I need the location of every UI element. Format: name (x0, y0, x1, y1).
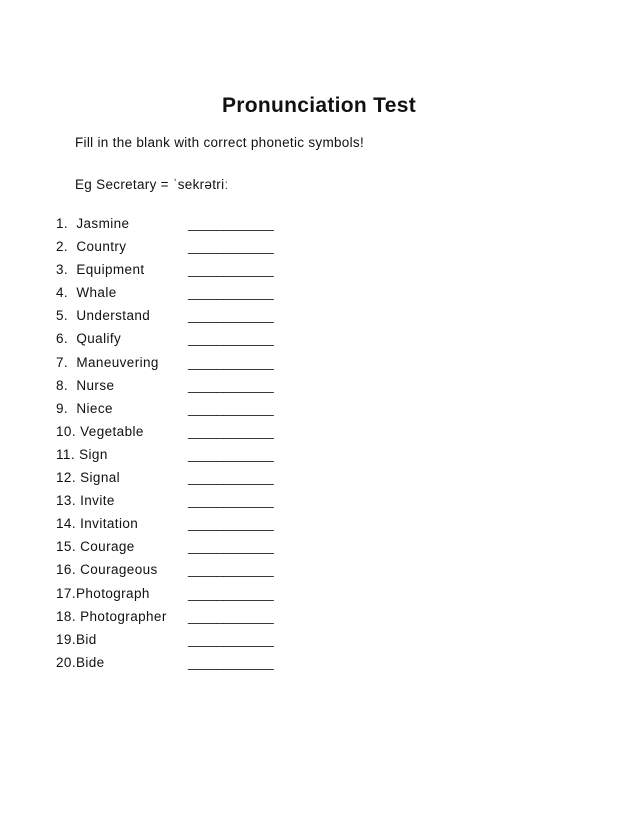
question-number: 11. (56, 446, 75, 462)
question-number: 12. (56, 470, 76, 486)
question-word: Jasmine (76, 216, 130, 231)
question-word: Understand (76, 308, 151, 324)
question-word: Qualify (76, 331, 122, 347)
question-word: Invite (80, 493, 115, 509)
question-number: 13. (56, 493, 76, 509)
answer-blank: ____________ (188, 400, 274, 416)
question-number: 16. (56, 562, 76, 578)
answer-blank: ____________ (188, 585, 274, 601)
question-word: Courageous (80, 562, 158, 578)
question-item (56, 447, 296, 470)
question-item (56, 562, 296, 585)
answer-blank: ____________ (188, 377, 274, 393)
question-number: 1. (56, 216, 69, 231)
question-item (56, 516, 296, 539)
question-word: Maneuvering (76, 354, 159, 370)
question-word: Equipment (76, 262, 145, 278)
question-number: 15. (56, 539, 76, 555)
question-item (56, 355, 296, 378)
question-number: 8. (56, 377, 69, 393)
question-number: 17. (56, 585, 76, 601)
question-word: Niece (76, 400, 113, 416)
answer-blank: ____________ (188, 539, 274, 555)
question-number: 19. (56, 631, 76, 647)
answer-blank: ____________ (188, 608, 274, 624)
question-item (56, 655, 296, 678)
question-item (56, 470, 296, 493)
answer-blank: ____________ (188, 446, 274, 462)
question-item (56, 378, 296, 401)
question-word: Bide (75, 654, 105, 670)
question-word: Signal (80, 470, 121, 486)
question-number: 18. (56, 608, 76, 624)
question-word: Photographer (80, 608, 167, 624)
question-number: 4. (56, 285, 69, 301)
instruction-text: Fill in the blank with correct phonetic symbols! (75, 135, 365, 150)
answer-blank: ____________ (188, 470, 274, 486)
question-item (56, 308, 296, 331)
question-item (56, 401, 296, 424)
question-word: Vegetable (80, 423, 144, 439)
question-number: 3. (56, 262, 69, 278)
question-number: 10. (56, 423, 76, 439)
answer-blank: ____________ (188, 631, 274, 647)
answer-blank: ____________ (188, 562, 274, 578)
question-word: Bid (75, 631, 97, 647)
question-item (56, 632, 296, 655)
question-item (56, 539, 296, 562)
question-number: 9. (56, 400, 69, 416)
answer-blank: ____________ (188, 239, 274, 255)
answer-blank: ____________ (188, 216, 274, 231)
question-item (56, 424, 296, 447)
question-item (56, 586, 296, 609)
question-item (56, 285, 296, 308)
answer-blank: ____________ (188, 354, 274, 370)
answer-blank: ____________ (188, 516, 274, 532)
question-item (56, 493, 296, 516)
question-list (56, 216, 296, 678)
answer-blank: ____________ (188, 308, 274, 324)
question-number: 7. (56, 354, 69, 370)
question-word: Courage (80, 539, 135, 555)
question-word: Invitation (80, 516, 139, 532)
question-word: Sign (79, 446, 108, 462)
question-number: 5. (56, 308, 69, 324)
question-number: 2. (56, 239, 69, 255)
question-item (56, 216, 296, 239)
page-title: Pronunciation Test (221, 94, 417, 117)
answer-blank: ____________ (188, 331, 274, 347)
answer-blank: ____________ (188, 654, 274, 670)
question-item (56, 239, 296, 262)
question-word: Country (76, 239, 127, 255)
question-item (56, 331, 296, 354)
question-number: 20. (56, 654, 76, 670)
question-word: Whale (76, 285, 117, 301)
example-text: Eg Secretary = ˈsekrətriː (75, 177, 229, 192)
answer-blank: ____________ (188, 423, 274, 439)
answer-blank: ____________ (188, 493, 274, 509)
question-number: 14. (56, 516, 76, 532)
question-item (56, 262, 296, 285)
question-number: 6. (56, 331, 69, 347)
question-item (56, 609, 296, 632)
question-word: Nurse (76, 377, 115, 393)
answer-blank: ____________ (188, 262, 274, 278)
question-word: Photograph (75, 585, 150, 601)
answer-blank: ____________ (188, 285, 274, 301)
